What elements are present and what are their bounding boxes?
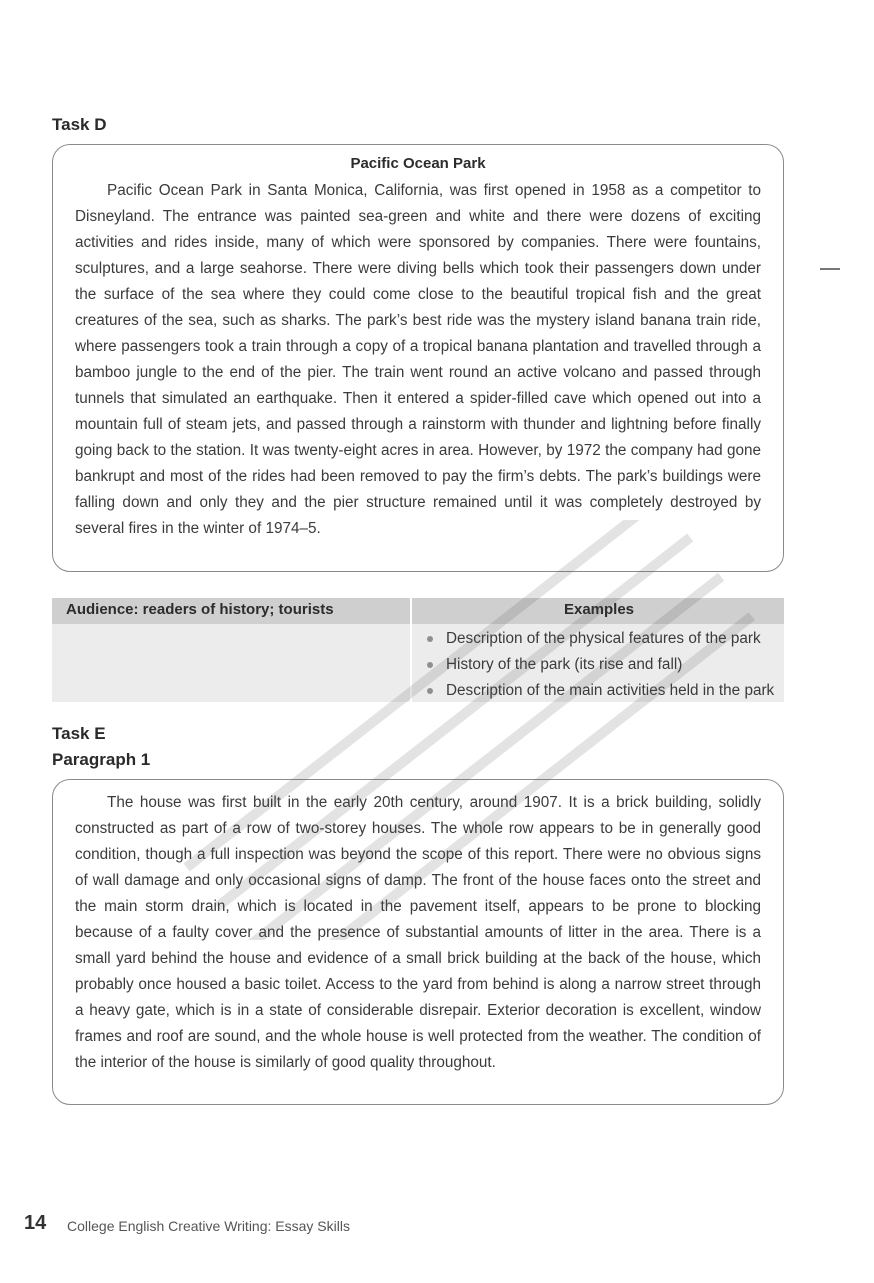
- pacific-ocean-park-box: [52, 144, 784, 572]
- bullet-icon: [427, 636, 433, 642]
- task-d-heading: Task D: [52, 115, 107, 134]
- task-e-heading: Task E: [52, 724, 106, 743]
- page-number: 14: [24, 1212, 47, 1234]
- audience-examples-table: [52, 598, 784, 702]
- list-item: History of the park (its rise and fall): [424, 652, 774, 678]
- examples-list: [424, 626, 774, 704]
- column-divider: [410, 598, 412, 702]
- bullet-icon: [427, 688, 433, 694]
- bullet-icon: [427, 662, 433, 668]
- book-title: College English Creative Writing: Essay Skills: [67, 1218, 350, 1234]
- box-title: Pacific Ocean Park: [350, 155, 486, 172]
- paragraph-1-heading: Paragraph 1: [52, 750, 151, 769]
- task-e-paragraph: The house was first built in the early 20th century, around 1907. It is a brick building, solidly constructed as part of a row of two-storey houses. The whole row appears to be in generally good condition, though a full inspection was beyond the scope of this report. There were no obvious signs of wall damage and only occasional signs of damp. The front of the house faces onto the street and the main storm drain, which is located in the pavement itself, appears to be prone to blocking because of a faulty cover and the presence of substantial amounts of litter in the area. There is a small yard behind the house and evidence of a small brick building at the back of the house, which probably once housed a basic toilet. Access to the yard from behind is along a narrow street through a heavy gate, which is in a state of considerable disrepair. Exterior decoration is excellent, window frames and roof are sound, and the whole house is well protected from the weather. The condition of the interior of the house is similarly of good quality throughout.: [75, 794, 761, 1071]
- edge-mark: [820, 268, 840, 270]
- audience-label: Audience: readers of history; tourists: [66, 601, 334, 618]
- list-item: Description of the main activities held in the park: [424, 678, 774, 704]
- list-item: Description of the physical features of the park: [424, 626, 774, 652]
- task-d-paragraph: Pacific Ocean Park in Santa Monica, California, was first opened in 1958 as a competitor to Disneyland. The entrance was painted sea-green and white and there were dozens of exciting activities and rides inside, many of which were sponsored by companies. There were fountains, sculptures, and a large seahorse. There were diving bells which took their passengers down under the surface of the sea where they could come close to the beautiful tropical fish and the great creatures of the sea, such as sharks. The park’s best ride was the mystery island banana train ride, where passengers took a train through a copy of a tropical banana plantation and travelled through a bamboo jungle to the end of the pier. The train went round an active volcano and passed through tunnels that simulated an earthquake. Then it entered a spider-filled cave which opened out into a mountain full of steam jets, and passed through a rainstorm with thunder and lightning before finally going back to the station. It was twenty-eight acres in area. However, by 1972 the company had gone bankrupt and most of the rides had been removed to pay the firm’s debts. The park’s buildings were falling down and only they and the pier structure remained until it was completely destroyed by several fires in the winter of 1974–5.: [75, 182, 761, 537]
- examples-title: Examples: [563, 601, 635, 618]
- house-report-box: [52, 779, 784, 1105]
